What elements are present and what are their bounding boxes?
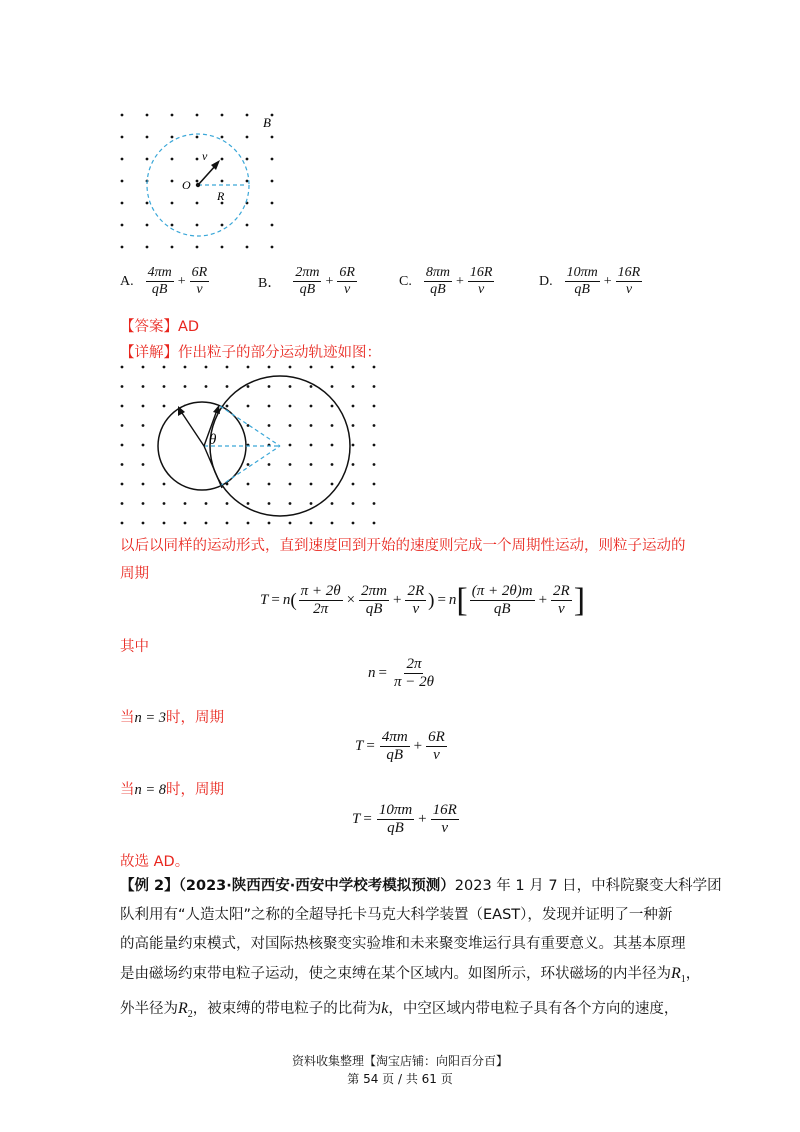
formula-fraction-num: 16R bbox=[431, 802, 459, 820]
formula-fraction-den: v bbox=[441, 820, 449, 837]
field-dot bbox=[196, 246, 199, 249]
field-dot bbox=[373, 366, 376, 369]
formula-bracket: ( bbox=[290, 589, 297, 611]
field-dot bbox=[205, 366, 208, 369]
field-dot bbox=[247, 405, 250, 408]
formula-fraction-den: π − 2θ bbox=[393, 674, 434, 691]
case-expr: n = 3 bbox=[134, 710, 167, 726]
example-var: R bbox=[671, 965, 681, 982]
option-letter: B． bbox=[258, 275, 282, 291]
formula-fraction-den: qB bbox=[386, 747, 404, 764]
field-dot bbox=[146, 224, 149, 227]
footer-page-number: 第 54 页 / 共 61 页 bbox=[347, 1072, 453, 1086]
figure-magnetic-field-circle bbox=[110, 105, 290, 255]
field-dot bbox=[373, 424, 376, 427]
option-fraction-num: 6R bbox=[337, 265, 357, 282]
field-dot bbox=[221, 114, 224, 117]
formula-operator: = bbox=[363, 811, 372, 828]
field-dot bbox=[146, 136, 149, 139]
field-dot bbox=[142, 483, 145, 486]
field-dot bbox=[142, 366, 145, 369]
example-line-2: 队利用有“人造太阳”之称的全超导托卡马克大科学装置（EAST），发现并证明了一种新 bbox=[120, 907, 673, 923]
field-dot bbox=[268, 463, 271, 466]
example-line-4 bbox=[120, 959, 701, 994]
figure-trajectory bbox=[112, 360, 384, 528]
field-dot bbox=[142, 405, 145, 408]
field-dot bbox=[163, 522, 166, 525]
case-n8-line bbox=[120, 778, 224, 799]
field-dot bbox=[196, 114, 199, 117]
field-dot bbox=[310, 385, 313, 388]
field-dot bbox=[226, 522, 229, 525]
field-dot bbox=[331, 463, 334, 466]
field-dot bbox=[331, 405, 334, 408]
formula-fraction-num: 2R bbox=[551, 583, 572, 601]
field-dot bbox=[310, 483, 313, 486]
example-var: R bbox=[178, 999, 188, 1017]
field-dot bbox=[352, 522, 355, 525]
example-tag: 【例 2】 bbox=[120, 878, 179, 894]
field-dot bbox=[163, 366, 166, 369]
field-dot bbox=[289, 522, 292, 525]
formula-fraction-num: (π + 2θ)m bbox=[470, 583, 535, 601]
field-dot bbox=[268, 405, 271, 408]
case-pre: 当 bbox=[120, 782, 135, 798]
formula-period-n3 bbox=[355, 729, 449, 765]
field-dot bbox=[373, 444, 376, 447]
formula-fraction-num: 2R bbox=[405, 583, 426, 601]
field-dot bbox=[246, 136, 249, 139]
field-dot bbox=[373, 483, 376, 486]
field-dot bbox=[221, 246, 224, 249]
example-text: ，被束缚的带电粒子的比荷为 bbox=[192, 1000, 382, 1017]
example-sub: 2 bbox=[187, 1008, 193, 1020]
formula-operator: = bbox=[437, 592, 446, 609]
field-dot bbox=[226, 405, 229, 408]
example-text: 2023 年 1 月 7 日，中科院聚变大科学团 bbox=[454, 878, 722, 894]
field-dot bbox=[196, 158, 199, 161]
field-dot bbox=[142, 424, 145, 427]
field-dot bbox=[289, 405, 292, 408]
field-dot bbox=[171, 202, 174, 205]
field-dot bbox=[310, 366, 313, 369]
footer-source: 资料收集整理【淘宝店铺：向阳百分百】 bbox=[291, 1054, 508, 1068]
field-dot bbox=[121, 136, 124, 139]
formula-period-general: T = n ( $\frac{\pi + 2\theta}{2\pi}$ × $\frac{2\pi m}{qB}$ + $\frac{2R}{v}$ ) = n [ $\frac{(\pi + 2\theta)m}{qB}$ + $\frac{2R}{v}$ ] bbox=[260, 581, 586, 619]
field-dot bbox=[310, 444, 313, 447]
field-dot bbox=[289, 483, 292, 486]
field-dot bbox=[310, 424, 313, 427]
detail-prefix: 【详解】 bbox=[120, 345, 178, 361]
field-dot bbox=[121, 483, 124, 486]
label-B: B bbox=[263, 115, 271, 130]
example-2-paragraph bbox=[120, 872, 722, 1029]
answer-value: AD bbox=[178, 319, 200, 335]
field-dot bbox=[289, 444, 292, 447]
option-fraction-den: qB bbox=[574, 282, 590, 298]
option-fraction-num: 4πm bbox=[146, 265, 174, 282]
field-dot bbox=[247, 424, 250, 427]
option-d[interactable]: D. $\frac{10\pi m}{qB}$ + $\frac{16R}{v}$ bbox=[539, 265, 641, 298]
formula-operator: + bbox=[538, 592, 548, 609]
field-dot bbox=[331, 385, 334, 388]
formula-symbol: T bbox=[352, 811, 361, 828]
field-dot bbox=[331, 366, 334, 369]
field-dot bbox=[271, 136, 274, 139]
field-dot bbox=[352, 366, 355, 369]
formula-fraction-num: 6R bbox=[426, 729, 447, 747]
case-expr: n = 8 bbox=[134, 782, 167, 798]
field-dot bbox=[331, 424, 334, 427]
field-dot bbox=[246, 180, 249, 183]
formula-symbol: T bbox=[355, 738, 364, 755]
field-dot bbox=[163, 385, 166, 388]
formula-symbol: T bbox=[260, 592, 269, 609]
field-dot bbox=[184, 522, 187, 525]
field-dot bbox=[271, 224, 274, 227]
field-dot bbox=[196, 180, 199, 183]
field-dot bbox=[289, 424, 292, 427]
case-post: 时，周期 bbox=[166, 710, 225, 726]
field-dot bbox=[196, 202, 199, 205]
field-dot bbox=[121, 405, 124, 408]
field-dot bbox=[142, 385, 145, 388]
field-dot bbox=[221, 224, 224, 227]
field-dot bbox=[121, 424, 124, 427]
example-var: k bbox=[381, 999, 389, 1017]
field-dot bbox=[121, 366, 124, 369]
field-dot bbox=[221, 136, 224, 139]
field-dot bbox=[226, 502, 229, 505]
field-dot bbox=[310, 502, 313, 505]
option-a[interactable]: A. $\frac{4\pi m}{qB}$ + $\frac{6R}{v}$ bbox=[120, 265, 208, 298]
field-dot bbox=[352, 424, 355, 427]
field-dot bbox=[268, 502, 271, 505]
option-letter: C. bbox=[399, 273, 412, 289]
field-dot bbox=[289, 366, 292, 369]
field-dot bbox=[146, 202, 149, 205]
formula-symbol: n bbox=[368, 665, 376, 682]
field-dot bbox=[121, 385, 124, 388]
formula-operator: = bbox=[378, 665, 387, 682]
field-dot bbox=[352, 444, 355, 447]
option-fraction-num: 6R bbox=[190, 265, 210, 282]
field-dot bbox=[310, 463, 313, 466]
conclusion: 故选 AD。 bbox=[120, 854, 190, 870]
example-source: （2023·陕西西安·西安中学校考模拟预测） bbox=[178, 878, 455, 894]
field-dot bbox=[221, 180, 224, 183]
option-fraction-den: qB bbox=[299, 282, 316, 298]
formula-operator: × bbox=[346, 592, 356, 609]
field-dot bbox=[146, 114, 149, 117]
formula-fraction-den: v bbox=[412, 601, 420, 618]
field-dot bbox=[268, 424, 271, 427]
option-fraction-num: 16R bbox=[616, 265, 643, 282]
field-dot bbox=[271, 114, 274, 117]
field-dot bbox=[184, 366, 187, 369]
field-dot bbox=[146, 246, 149, 249]
example-text: ， bbox=[685, 966, 701, 982]
example-text: 是由磁场约束带电粒子运动，使之束缚在某个区域内。如图所示，环状磁场的内半径为 bbox=[120, 966, 671, 982]
option-fraction-den: v bbox=[478, 282, 485, 298]
field-dot bbox=[205, 522, 208, 525]
field-dot bbox=[163, 405, 166, 408]
field-dot bbox=[310, 522, 313, 525]
case-n3-line bbox=[120, 706, 224, 727]
formula-period-n8 bbox=[352, 802, 461, 838]
option-fraction-num: 10πm bbox=[565, 265, 600, 282]
field-dot bbox=[121, 158, 124, 161]
field-dot bbox=[163, 483, 166, 486]
field-dot bbox=[226, 366, 229, 369]
option-fraction-den: qB bbox=[151, 282, 168, 298]
option-b[interactable]: B． $\frac{2\pi m}{qB}$ + $\frac{6R}{v}$ bbox=[258, 265, 355, 298]
field-dot bbox=[142, 444, 145, 447]
field-dot bbox=[205, 385, 208, 388]
formula-fraction-num: 2π bbox=[404, 656, 423, 674]
field-dot bbox=[196, 224, 199, 227]
field-dot bbox=[373, 522, 376, 525]
formula-fraction-num: 2πm bbox=[359, 583, 389, 601]
label-v: v bbox=[202, 149, 208, 163]
field-dot bbox=[247, 463, 250, 466]
field-dot bbox=[310, 405, 313, 408]
field-dot bbox=[247, 483, 250, 486]
field-dot bbox=[121, 114, 124, 117]
field-dot bbox=[268, 522, 271, 525]
formula-fraction-den: qB bbox=[365, 601, 383, 618]
field-dot bbox=[352, 502, 355, 505]
field-dot bbox=[373, 405, 376, 408]
field-dot bbox=[373, 385, 376, 388]
formula-fraction-den: v bbox=[558, 601, 565, 618]
field-dot bbox=[121, 202, 124, 205]
option-fraction-num: 16R bbox=[468, 265, 495, 282]
formula-fraction-den: qB bbox=[387, 820, 404, 837]
field-dot bbox=[352, 483, 355, 486]
field-dot bbox=[247, 522, 250, 525]
field-dot bbox=[146, 158, 149, 161]
field-dot bbox=[171, 180, 174, 183]
label-theta: θ bbox=[209, 432, 217, 448]
option-fraction-den: v bbox=[196, 282, 203, 298]
formula-fraction-num: 10πm bbox=[377, 802, 414, 820]
option-fraction-den: v bbox=[344, 282, 351, 298]
field-dot bbox=[184, 502, 187, 505]
field-dot bbox=[196, 136, 199, 139]
field-dot bbox=[331, 483, 334, 486]
option-fraction-num: 8πm bbox=[424, 265, 452, 282]
field-dot bbox=[121, 522, 124, 525]
detail-line bbox=[120, 341, 381, 362]
formula-fraction-num: π + 2θ bbox=[299, 583, 343, 601]
where-label: 其中 bbox=[120, 639, 149, 655]
field-dot bbox=[247, 502, 250, 505]
field-dot bbox=[289, 463, 292, 466]
formula-n bbox=[368, 656, 438, 692]
field-dot bbox=[171, 114, 174, 117]
field-dot bbox=[205, 502, 208, 505]
field-dot bbox=[171, 136, 174, 139]
example-line-1 bbox=[120, 872, 722, 901]
field-dot bbox=[352, 463, 355, 466]
detail-text: 作出粒子的部分运动轨迹如图： bbox=[178, 345, 381, 361]
field-dot bbox=[331, 522, 334, 525]
formula-fraction-den: v bbox=[433, 747, 440, 764]
field-dot bbox=[331, 502, 334, 505]
label-O: O bbox=[182, 178, 191, 192]
field-dot bbox=[121, 246, 124, 249]
field-dot bbox=[142, 502, 145, 505]
field-dot bbox=[226, 385, 229, 388]
example-line-3: 的高能量约束模式，对国际热核聚变实验堆和未来聚变堆运行具有重要意义。其基本原理 bbox=[120, 936, 686, 952]
formula-operator: + bbox=[413, 738, 423, 755]
field-dot bbox=[271, 158, 274, 161]
field-dot bbox=[373, 502, 376, 505]
field-dot bbox=[246, 246, 249, 249]
field-dot bbox=[121, 180, 124, 183]
formula-operator: + bbox=[418, 811, 427, 828]
field-dot bbox=[121, 444, 124, 447]
field-dot bbox=[171, 158, 174, 161]
field-dot bbox=[289, 385, 292, 388]
field-dot bbox=[271, 202, 274, 205]
formula-symbol: n bbox=[448, 592, 457, 609]
option-c[interactable]: C. $\frac{8\pi m}{qB}$ + $\frac{16R}{v}$ bbox=[399, 265, 493, 298]
formula-symbol: n bbox=[282, 592, 291, 609]
field-dot bbox=[246, 114, 249, 117]
field-dot bbox=[171, 224, 174, 227]
field-dot bbox=[121, 224, 124, 227]
field-dot bbox=[352, 385, 355, 388]
option-letter: A. bbox=[120, 273, 134, 289]
field-dot bbox=[171, 246, 174, 249]
field-dot bbox=[246, 224, 249, 227]
field-dot bbox=[121, 463, 124, 466]
field-dot bbox=[271, 246, 274, 249]
example-text: 外半径为 bbox=[120, 1000, 178, 1017]
field-dot bbox=[163, 502, 166, 505]
field-dot bbox=[121, 502, 124, 505]
formula-fraction-den: 2π bbox=[313, 601, 329, 618]
field-dot bbox=[246, 158, 249, 161]
field-dot bbox=[268, 385, 271, 388]
answer-line bbox=[120, 315, 199, 336]
field-dot bbox=[271, 180, 274, 183]
formula-fraction-den: qB bbox=[493, 601, 511, 618]
field-dot bbox=[289, 502, 292, 505]
option-fraction-den: qB bbox=[430, 282, 446, 298]
field-dot bbox=[352, 405, 355, 408]
case-post: 时，周期 bbox=[166, 782, 225, 798]
field-dot bbox=[331, 444, 334, 447]
field-dot bbox=[247, 385, 250, 388]
option-fraction-den: v bbox=[625, 282, 633, 298]
label-R: R bbox=[217, 189, 225, 203]
field-dot bbox=[268, 483, 271, 486]
example-text: ，中空区域内带电粒子具有各个方向的速度， bbox=[388, 1000, 679, 1017]
field-dot bbox=[373, 463, 376, 466]
field-dot bbox=[142, 463, 145, 466]
example-line-5 bbox=[120, 994, 680, 1029]
formula-operator: = bbox=[271, 592, 280, 609]
option-letter: D. bbox=[539, 273, 553, 289]
formula-operator: + bbox=[392, 592, 402, 609]
field-dot bbox=[247, 366, 250, 369]
field-dot bbox=[221, 158, 224, 161]
case-pre: 当 bbox=[120, 710, 135, 726]
formula-bracket: ) bbox=[428, 589, 435, 611]
option-fraction-num: 2πm bbox=[293, 265, 321, 282]
field-dot bbox=[184, 385, 187, 388]
formula-fraction-num: 4πm bbox=[380, 729, 410, 747]
answer-prefix: 【答案】 bbox=[120, 319, 178, 335]
explain-line-1: 以后以同样的运动形式，直到速度回到开始的速度则完成一个周期性运动，则粒子运动的 bbox=[120, 538, 686, 554]
explain-line-2: 周期 bbox=[120, 566, 149, 582]
example-sub: 1 bbox=[680, 973, 686, 985]
field-dot bbox=[142, 522, 145, 525]
formula-operator: = bbox=[366, 738, 375, 755]
field-dot bbox=[268, 366, 271, 369]
